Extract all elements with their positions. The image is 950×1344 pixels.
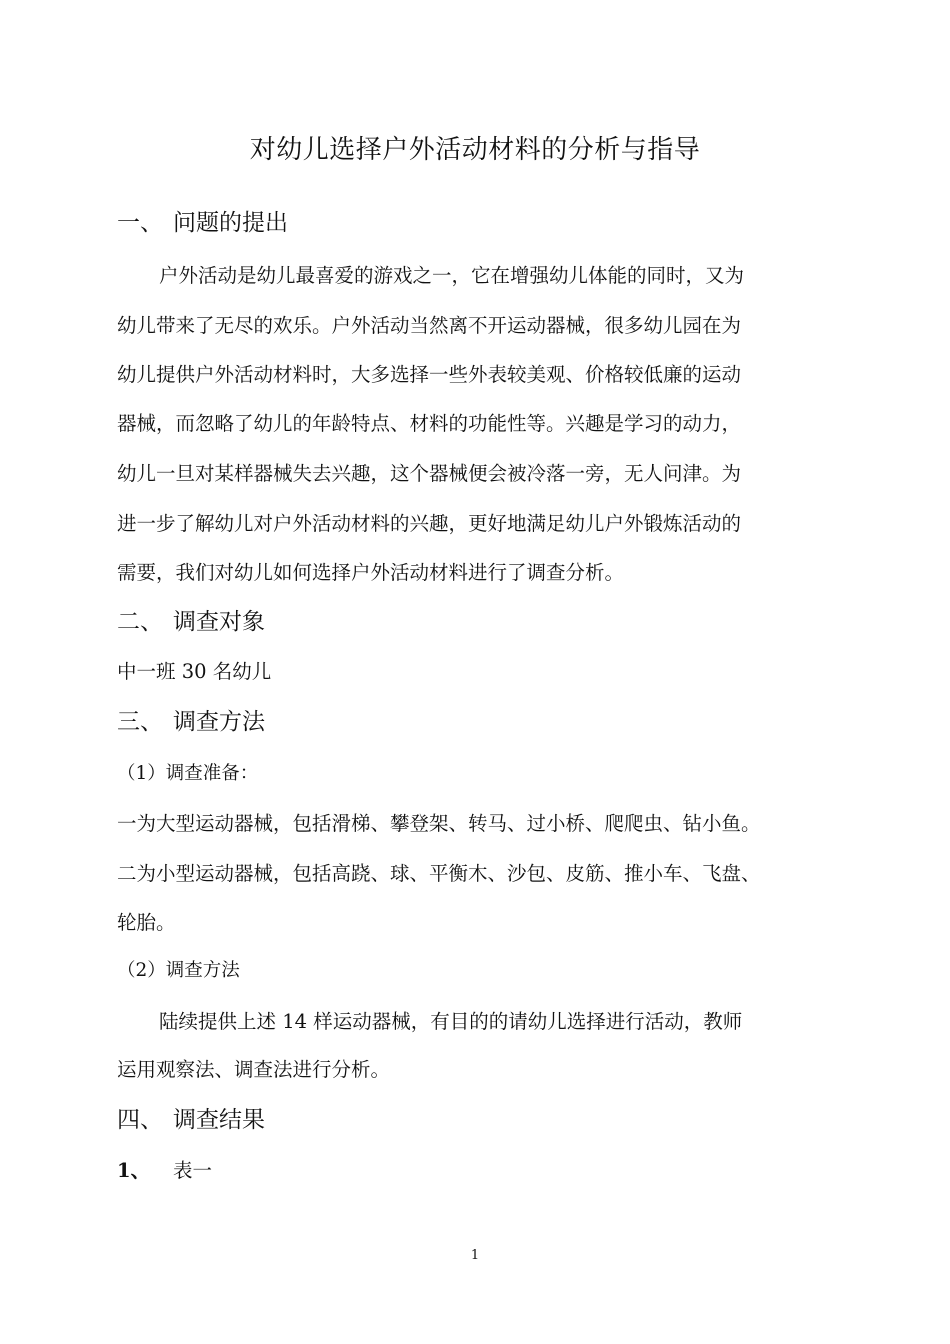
section-number: 二、	[117, 609, 163, 635]
section-title: 调查方法	[173, 709, 265, 735]
paragraph-line: 需要，我们对幼儿如何选择户外活动材料进行了调查分析。	[117, 561, 625, 584]
result-item-number: 1、	[117, 1159, 151, 1182]
method-line: 运用观察法、调查法进行分析。	[117, 1058, 391, 1081]
section-heading-4	[117, 1104, 265, 1136]
paragraph-line: 进一步了解幼儿对户外活动材料的兴趣，更好地满足幼儿户外锻炼活动的	[117, 512, 742, 535]
prep-line: 轮胎。	[117, 911, 176, 934]
section-heading-3	[117, 706, 265, 738]
section-title: 问题的提出	[173, 210, 288, 236]
prep-label: （1）调查准备：	[117, 763, 259, 784]
section-number: 三、	[117, 709, 163, 735]
paragraph-line: 幼儿一旦对某样器械失去兴趣，这个器械便会被冷落一旁，无人问津。为	[117, 462, 742, 485]
method-line: 陆续提供上述 14 样运动器械，有目的的请幼儿选择进行活动，教师	[159, 1010, 743, 1033]
section-heading-2	[117, 606, 265, 638]
section-heading-1	[117, 207, 288, 239]
page-number: 1	[470, 1248, 480, 1263]
method-label: （2）调查方法	[117, 960, 240, 981]
section-title: 调查结果	[173, 1107, 265, 1133]
prep-line: 一为大型运动器械，包括滑梯、攀登架、转马、过小桥、爬爬虫、钻小鱼。	[117, 812, 761, 835]
paragraph-line: 幼儿带来了无尽的欢乐。户外活动当然离不开运动器械，很多幼儿园在为	[117, 314, 742, 337]
paragraph-line: 户外活动是幼儿最喜爱的游戏之一，它在增强幼儿体能的同时，又为	[159, 264, 745, 287]
section-title: 调查对象	[173, 609, 265, 635]
paragraph-line: 器械，而忽略了幼儿的年龄特点、材料的功能性等。兴趣是学习的动力，	[117, 412, 742, 435]
subjects-text: 中一班 30 名幼儿	[117, 660, 272, 683]
result-item	[117, 1157, 212, 1185]
result-item-label: 表一	[173, 1159, 213, 1182]
section-number: 一、	[117, 210, 163, 236]
prep-line: 二为小型运动器械，包括高跷、球、平衡木、沙包、皮筋、推小车、飞盘、	[117, 862, 761, 885]
document-title: 对幼儿选择户外活动材料的分析与指导	[249, 135, 701, 165]
section-number: 四、	[117, 1107, 163, 1133]
paragraph-line: 幼儿提供户外活动材料时，大多选择一些外表较美观、价格较低廉的运动	[117, 363, 742, 386]
